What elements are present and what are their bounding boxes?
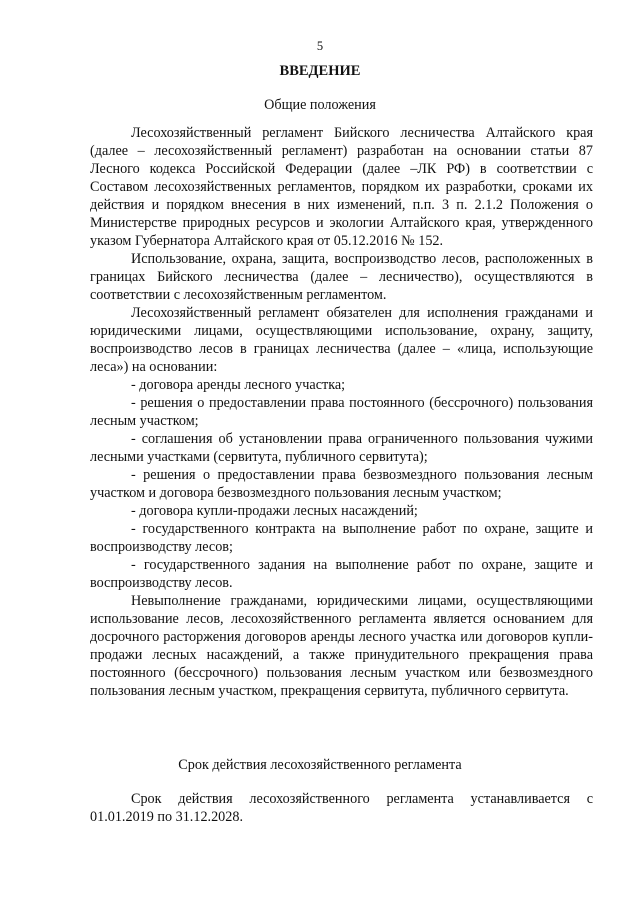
list-item: - государственного контракта на выполнение работ по охране, защите и воспроизводству лесов; <box>90 521 593 555</box>
page-number: 5 <box>316 39 324 53</box>
paragraph-validity-period: Срок действия лесохозяйственного регламента устанавливается с 01.01.2019 по 31.12.2028. <box>90 791 593 825</box>
paragraph-scope: Использование, охрана, защита, воспроизводство лесов, расположенных в границах Бийского лесничества (далее – лесничество), осуществляются в соответствии с лесохозяйственным регламентом. <box>90 251 593 303</box>
list-item: - договора аренды лесного участка; <box>131 377 346 393</box>
list-item: - соглашения об установлении права ограниченного пользования чужими лесными участками (сервитута, публичного сервитута); <box>90 431 593 465</box>
list-item: - договора купли-продажи лесных насаждений; <box>131 503 418 519</box>
paragraph-obligation: Лесохозяйственный регламент обязателен для исполнения гражданами и юридическими лицами, осуществляющими использование, охрану, защиту, воспроизводство лесов в границах лесничества (далее – «лица, использующие леса») на основании: <box>90 305 593 375</box>
list-item: - решения о предоставлении права постоянного (бессрочного) пользования лесным участком; <box>90 395 593 429</box>
section-heading-general: Общие положения <box>264 97 376 113</box>
list-item: - государственного задания на выполнение работ по охране, защите и воспроизводству лесов. <box>90 557 593 591</box>
section-body-validity <box>90 790 593 826</box>
section-heading-validity: Срок действия лесохозяйственного регламента <box>178 757 462 773</box>
section-body-general <box>90 124 593 700</box>
paragraph-basis: Лесохозяйственный регламент Бийского лесничества Алтайского края (далее – лесохозяйственный регламент) разработан на основании статьи 87 Лесного кодекса Российской Федерации (далее –ЛК РФ) в соответствии с Составом лесохозяйственных регламентов, порядком их разработки, сроками их действия и порядком внесения в них изменений, п.п. 3 п. 2.1.2 Положения о Министерстве природных ресурсов и экологии Алтайского края, утвержденного указом Губернатора Алтайского края от 05.12.2016 № 152. <box>90 125 593 249</box>
paragraph-noncompliance: Невыполнение гражданами, юридическими лицами, осуществляющими использование лесов, лесохозяйственного регламента является основанием для досрочного расторжения договоров аренды лесного участка или договоров купли-продажи лесных насаждений, а также принудительного прекращения права постоянного (бессрочного) пользования лесным участком или безвозмездного пользования лесным участком, прекращения сервитута, публичного сервитута. <box>90 593 593 699</box>
page-title: ВВЕДЕНИЕ <box>279 63 361 79</box>
list-item: - решения о предоставлении права безвозмездного пользования лесным участком и договора безвозмездного пользования лесным участком; <box>90 467 593 501</box>
